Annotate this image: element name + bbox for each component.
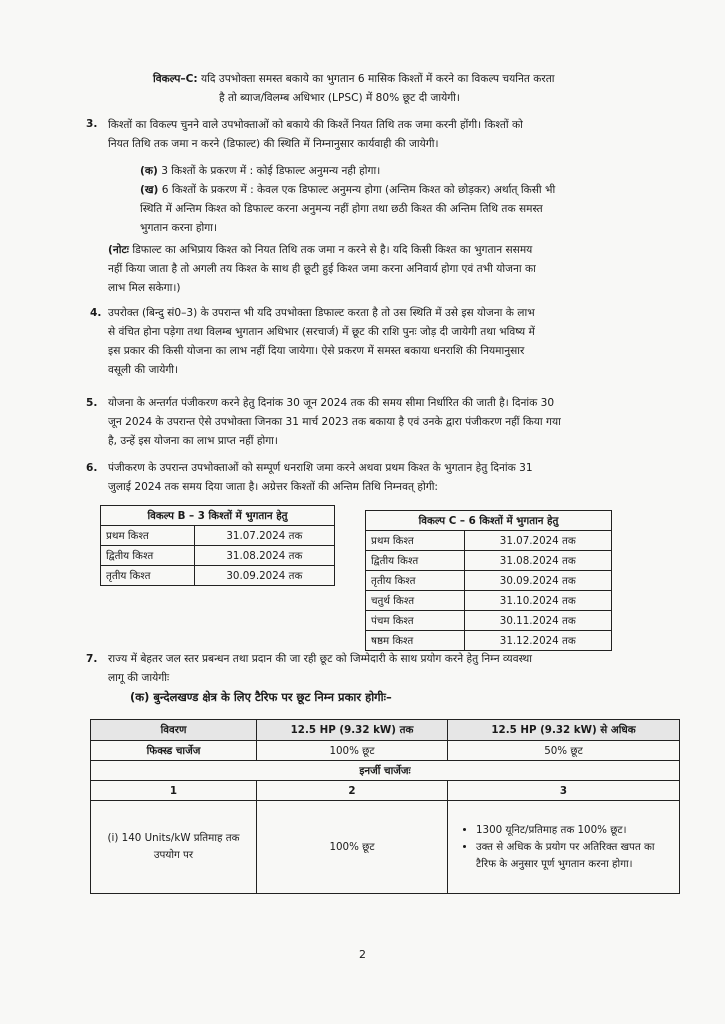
col-number-1: 1 [91,781,257,801]
installment-date: 31.08.2024 तक [464,551,611,571]
installment-date: 31.07.2024 तक [464,531,611,551]
point-7-line1: राज्य में बेहतर जल स्तर प्रबन्धन तथा प्रदान की जा रही छूट को जिम्मेदारी के साथ प्रयोग करने हेतु निम्न व्यवस्था [108,653,533,665]
table-row [366,631,612,651]
table-row [101,546,335,566]
point-7-text [108,650,683,688]
installment-date: 30.09.2024 तक [194,566,334,586]
option-c-text-line1: यदि उपभोक्ता समस्त बकाये का भुगतान 6 मासिक किश्तों में करने का विकल्प चयनित करता [201,73,555,85]
point-4-line4: वसूली की जायेगी। [108,364,179,376]
subitem-a-text: 3 किश्तों के प्रकरण में : कोई डिफाल्ट अनुमन्य नही होगा। [161,165,381,177]
col-upto-header: 12.5 HP (9.32 kW) तक [257,720,448,741]
note-line1: डिफाल्ट का अभिप्राय किश्त को नियत तिथि तक जमा न करने से है। यदि किसी किश्त का भुगतान ससमय [132,244,533,256]
point-4-number: 4. [90,307,102,319]
point-3-line2: नियत तिथि तक जमा न करने (डिफाल्ट) की स्थिति में निम्नानुसार कार्यवाही की जायेगी। [108,138,439,150]
note-line3: लाभ मिल सकेगा।) [108,282,181,294]
table-row [366,571,612,591]
installment-name: प्रथम किश्त [366,531,465,551]
point-7-number: 7. [86,653,98,665]
point-4-line1: उपरोक्त (बिन्दु सं0–3) के उपरान्त भी यदि उपभोक्ता डिफाल्ट करता है तो उस स्थिति में उसे इस योजना के लाभ [108,307,535,319]
point-5-line3: है, उन्हें इस योजना का लाभ प्राप्त नहीं होगा। [108,435,278,447]
fixed-above-value: 50% छूट [448,741,680,761]
installment-date: 30.11.2024 तक [464,611,611,631]
table-row [366,611,612,631]
bullet-item: • उक्त से अधिक के प्रयोग पर अतिरिक्त खपत का टैरिफ के अनुसार पूर्ण भुगतान करना होगा। [476,839,673,873]
installment-name: पंचम किश्त [366,611,465,631]
point-3-text [108,116,678,154]
option-c-block [153,70,673,108]
col-number-3: 3 [448,781,680,801]
note-line2: नहीं किया जाता है तो अगली तय किश्त के साथ ही छूटी हुई किश्त जमा करना अनिवार्य होगा एवं तभी योजना का [108,263,536,275]
bundelkhand-heading: (क) बुन्देलखण्ड क्षेत्र के लिए टैरिफ पर छूट निम्न प्रकार होगीः– [130,690,392,704]
point-4-line2: से वंचित होना पड़ेगा तथा विलम्ब भुगतान अधिभार (सरचार्ज) में छूट की राशि पुनः जोड़ दी जायेगी तथा भविष्य में [108,326,535,338]
table-c-title: विकल्प C – 6 किश्तों में भुगतान हेतु [366,511,612,531]
point-3-number: 3. [86,118,98,130]
table-row [366,531,612,551]
point-6-line1: पंजीकरण के उपरान्त उपभोक्ताओं को सम्पूर्ण धनराशि जमा करने अथवा प्रथम किश्त के भुगतान हेतु दिनांक 31 [108,462,533,474]
point-3-subitems [140,162,680,238]
option-c-text-line2: है तो ब्याज/विलम्ब अधिभार (LPSC) में 80% छूट दी जायेगी। [219,92,460,104]
point-5-line2: जून 2024 के उपरान्त ऐसे उपभोक्ता जिनका 31 मार्च 2023 तक बकाया है एवं उनके द्वारा पंजीकरण नहीं किया गया [108,416,561,428]
point-5-text [108,394,683,451]
tariff-table [90,719,680,894]
installment-date: 31.10.2024 तक [464,591,611,611]
note-label: (नोटः [108,244,129,256]
point-4-text [108,304,680,380]
subitem-b-label: (ख) [140,184,159,196]
option-c-label: विकल्प–C: [153,73,198,85]
installment-name: तृतीय किश्त [366,571,465,591]
usage-upto-value: 100% छूट [257,801,448,894]
fixed-upto-value: 100% छूट [257,741,448,761]
energy-charges-label: इनर्जी चार्जेजः [91,761,680,781]
point-5-number: 5. [86,397,98,409]
installment-name: प्रथम किश्त [101,526,195,546]
point-4-line3: इस प्रकार की किसी योजना का लाभ नहीं दिया जायेगा। ऐसे प्रकरण में समस्त बकाया धनराशि की नियमानुसार [108,345,525,357]
col-number-2: 2 [257,781,448,801]
subitem-b-line2: स्थिति में अन्तिम किश्त को डिफाल्ट करना अनुमन्य नहीं होगा तथा छठी किश्त की अन्तिम तिथि तक समस्त [140,203,543,215]
table-row [366,551,612,571]
installment-date: 31.07.2024 तक [194,526,334,546]
usage-description: (i) 140 Units/kW प्रतिमाह तक उपयोग पर [91,801,257,894]
subitem-b-line3: भुगतान करना होगा। [140,222,217,234]
col-above-header: 12.5 HP (9.32 kW) से अधिक [448,720,680,741]
table-option-b [100,505,335,586]
usage-above-value [448,801,680,894]
bullet-item: • 1300 यूनिट/प्रतिमाह तक 100% छूट। [476,822,673,839]
point-3-line1: किश्तों का विकल्प चुनने वाले उपभोक्ताओं को बकाये की किश्तें नियत तिथि तक जमा करनी होंगी। किश्तों को [108,119,523,131]
point-6-text [108,459,683,497]
installment-name: चतुर्थ किश्त [366,591,465,611]
installment-date: 30.09.2024 तक [464,571,611,591]
installment-name: तृतीय किश्त [101,566,195,586]
page-number: 2 [359,948,366,961]
installment-name: षष्ठम किश्त [366,631,465,651]
point-3-note [108,241,680,298]
point-7-line2: लागू की जायेगीः [108,672,170,684]
subitem-b-line1: 6 किश्तों के प्रकरण में : केवल एक डिफाल्ट अनुमन्य होगा (अन्तिम किश्त को छोड़कर) अर्थात् किसी भी [161,184,556,196]
point-6-line2: जुलाई 2024 तक समय दिया जाता है। अग्रेत्तर किश्तों की अन्तिम तिथि निम्नवत् होगी: [108,481,439,493]
subitem-a-label: (क) [140,165,158,177]
point-5-line1: योजना के अन्तर्गत पंजीकरण करने हेतु दिनांक 30 जून 2024 तक की समय सीमा निर्धारित की जाती है। दिनांक 30 [108,397,555,409]
table-row [101,526,335,546]
table-b-title: विकल्प B – 3 किश्तों में भुगतान हेतु [101,506,335,526]
table-option-c [365,510,612,651]
installment-name: द्वितीय किश्त [366,551,465,571]
installment-date: 31.12.2024 तक [464,631,611,651]
table-row [366,591,612,611]
col-desc-header: विवरण [91,720,257,741]
point-6-number: 6. [86,462,98,474]
table-row [101,566,335,586]
installment-name: द्वितीय किश्त [101,546,195,566]
installment-date: 31.08.2024 तक [194,546,334,566]
fixed-charges-label: फिक्स्ड चार्जेज [91,741,257,761]
